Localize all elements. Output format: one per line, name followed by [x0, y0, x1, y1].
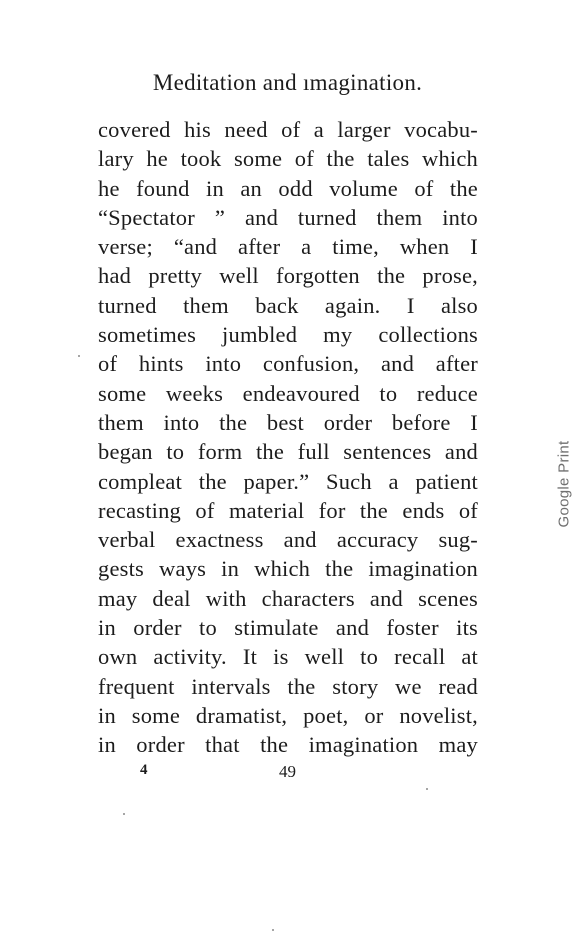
page-number: 49	[279, 762, 296, 781]
text-line: frequent intervals the story we read	[98, 673, 478, 699]
text-line: some weeks endeavoured to reduce	[98, 380, 478, 406]
paper-speck	[272, 929, 274, 931]
text-line: began to form the full sentences and	[98, 439, 478, 465]
text-line: in order that the imagination may	[98, 732, 478, 758]
text-line: gests ways in which the imagination	[98, 556, 478, 582]
text-line: recasting of material for the ends of	[98, 497, 478, 523]
text-line: in order to stimulate and foster its	[98, 615, 478, 641]
text-line: own activity. It is well to recall at	[98, 644, 478, 670]
text-line: verbal exactness and accuracy sug-	[98, 527, 478, 553]
text-line: “Spectator ” and turned them into	[98, 204, 478, 230]
paper-speck	[78, 355, 80, 357]
text-line: had pretty well forgotten the prose,	[98, 263, 478, 289]
text-line: he found in an odd volume of the	[98, 175, 478, 201]
text-line: may deal with characters and scenes	[98, 585, 478, 611]
text-line: verse; “and after a time, when I	[98, 234, 478, 260]
body-text	[98, 115, 478, 760]
text-line: of hints into confusion, and after	[98, 351, 478, 377]
running-head: Meditation and ımagination.	[152, 70, 423, 95]
text-line: them into the best order before I	[98, 409, 478, 435]
text-line: in some dramatist, poet, or novelist,	[98, 702, 478, 728]
paper-speck	[426, 788, 428, 790]
text-line: covered his need of a larger vocabu-	[98, 117, 478, 142]
text-line: sometimes jumbled my collections	[98, 322, 478, 348]
text-line: compleat the paper.” Such a patient	[98, 468, 478, 494]
signature-mark: 4	[140, 762, 148, 778]
text-line: lary he took some of the tales which	[98, 146, 478, 172]
text-line: turned them back again. I also	[98, 292, 478, 318]
paper-speck	[123, 813, 125, 815]
google-print-watermark: Google Print	[555, 440, 573, 528]
